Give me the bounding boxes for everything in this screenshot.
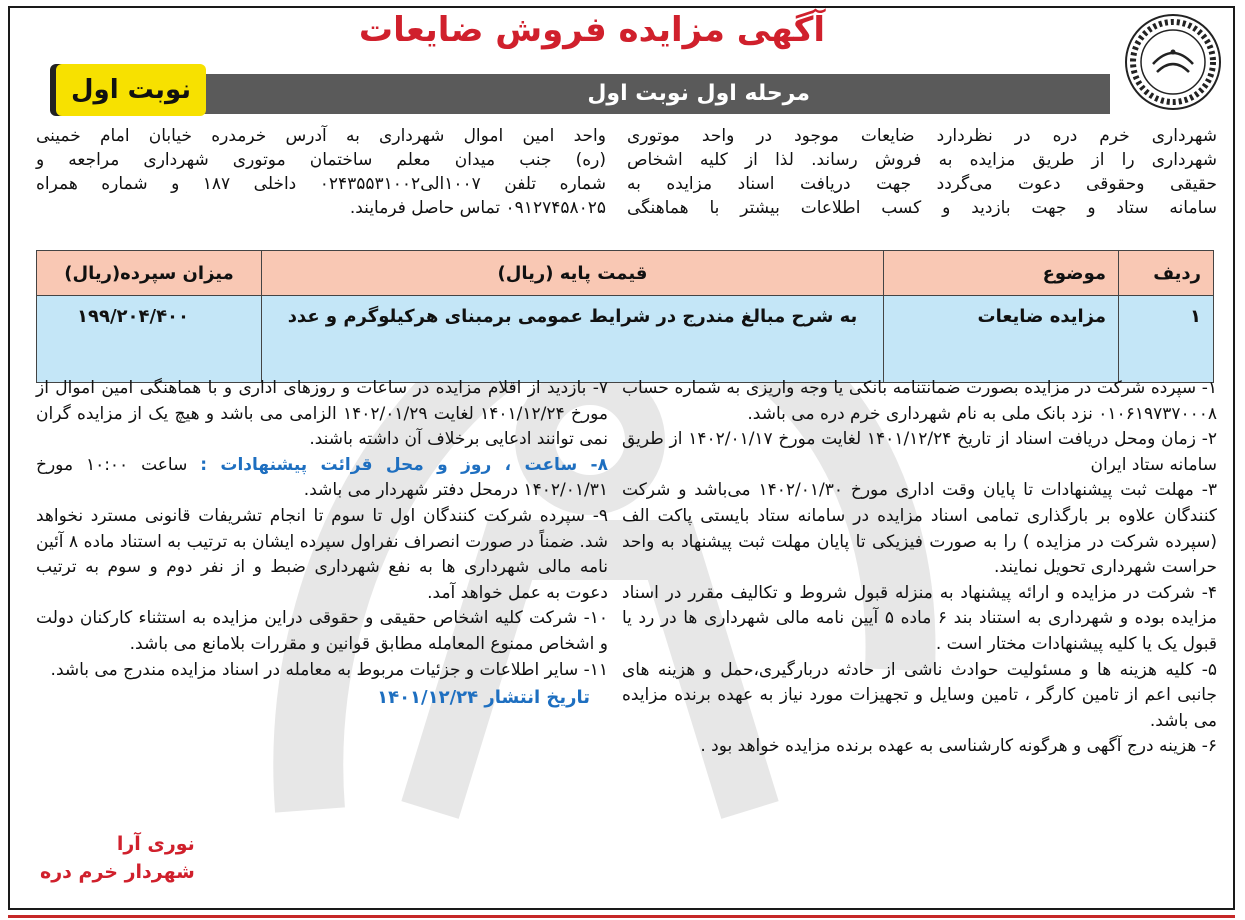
term-item: ۵- کلیه هزینه ها و مسئولیت حوادث ناشی از حادثه دربارگیری،حمل و هزینه های جانبی اعم از تامین کارگر ، تامین وسایل و تجهیزات مورد نیاز به عهده برنده مزایده می باشد. <box>622 659 1217 731</box>
term-item: ۹- سپرده شرکت کنندگان اول تا سوم تا انجام تشریفات قانونی مسترد نخواهد شد. ضمناً در صورت انصراف نفراول سپرده ایشان به ترتیب به استناد ماده ۸ آئین نامه مالی شهرداری ها به نفع شهرداری ضبط و از نفر دوم و سوم به ترتیب دعوت به عمل خواهد آمد. <box>36 505 608 603</box>
intro-line: شهرداری خرم دره در نظردارد ضایعات موجود در واحد موتوری <box>627 126 1217 146</box>
intro-right <box>627 124 1217 220</box>
table-header-row <box>37 251 1214 296</box>
bottom-rule <box>8 915 1235 918</box>
cell-subject: مزایده ضایعات <box>884 296 1119 383</box>
auction-table <box>36 250 1214 383</box>
term-item: ۱- سپرده شرکت در مزایده بصورت ضمانتنامه بانکی یا وجه واریزی به شماره حساب ۰۱۰۶۱۹۷۳۷۰۰۰۸ نزد بانک ملی به نام شهرداری خرم دره می باشد. <box>622 378 1217 424</box>
term-item: ۱۱- سایر اطلاعات و جزئیات مربوط به معامله در اسناد مزایده مندرج می باشد. <box>50 659 608 680</box>
term-8-text: ساعت ۱۰:۰۰ مورخ ۱۴۰۲/۰۱/۳۱ درمحل دفتر شهردار می باشد. <box>36 454 608 501</box>
col-header-row-number: ردیف <box>1119 251 1214 296</box>
cell-deposit: ۱۹۹/۲۰۴/۴۰۰ <box>37 296 262 383</box>
intro-line: شماره تلفن ۱۰۰۷الی۰۲۴۳۵۵۳۱۰۰۲ داخلی ۱۸۷ و شماره همراه <box>36 174 606 194</box>
cell-base-price: به شرح مبالغ مندرج در شرایط عمومی برمبنای هرکیلوگرم و عدد <box>262 296 884 383</box>
publication-date: تاریخ انتشار ۱۴۰۱/۱۲/۲۴ <box>377 687 590 709</box>
term-item: ۲- زمان ومحل دریافت اسناد از تاریخ ۱۴۰۱/۱۲/۲۴ لغایت مورخ ۱۴۰۲/۰۱/۱۷ از طریق سامانه ستاد ایران <box>622 429 1217 475</box>
intro-line: شهرداری را از طریق مزایده به فروش رساند. لذا از کلیه اشخاص <box>627 150 1217 170</box>
col-header-base-price: قیمت پایه (ریال) <box>262 251 884 296</box>
notice-title: آگهی مزایده فروش ضایعات <box>358 10 825 50</box>
signer-name: نوری آرا <box>116 833 195 855</box>
intro-line: سامانه ستاد و جهت بازدید و کسب اطلاعات بیشتر با هماهنگی <box>627 198 1217 218</box>
intro-line: حقیقی وحقوقی دعوت می‌گردد جهت دریافت اسناد مزایده به <box>627 174 1217 194</box>
term-item: ۳- مهلت ثبت پیشنهادات تا پایان وقت اداری مورخ ۱۴۰۲/۰۱/۳۰ می‌باشد و شرکت کنندگان علاوه بر بارگذاری تمامی اسناد مزایده در سامانه ستاد بایستی پاکت الف (سپرده شرکت در مزایده ) را به صورت فیزیکی تا پایان مهلت ثبت پیشنهاد به واحد حراست شهرداری تحویل نمایند. <box>622 480 1217 578</box>
col-header-deposit: میزان سپرده(ریال) <box>37 251 262 296</box>
municipality-logo-icon <box>1123 12 1223 112</box>
term-item: ۷- بازدید از اقلام مزایده در ساعات و روزهای اداری و با هماهنگی امین اموال از مورخ ۱۴۰۱/۱۲/۲۴ لغایت ۱۴۰۲/۰۱/۲۹ الزامی می باشد و هیچ یک از مزایده گران نمی توانند ادعایی برخلاف آن داشته باشند. <box>36 378 608 450</box>
terms-left-column <box>36 376 608 711</box>
col-header-subject: موضوع <box>884 251 1119 296</box>
intro-line: واحد امین اموال شهرداری به آدرس خرمدره خیابان امام خمینی <box>36 126 606 146</box>
term-item: ۶- هزینه درج آگهی و هرگونه کارشناسی به عهده برنده مزایده خواهد بود . <box>700 736 1217 757</box>
intro-line: ۰۹۱۲۷۴۵۸۰۲۵ تماس حاصل فرمایند. <box>349 198 606 218</box>
table-row <box>37 296 1214 383</box>
intro-left <box>36 124 606 220</box>
term-8-heading: ۸- ساعت ، روز و محل قرائت پیشنهادات : <box>200 454 608 475</box>
stage-bar: مرحله اول نوبت اول <box>180 74 1110 114</box>
term-item: ۴- شرکت در مزایده و ارائه پیشنهاد به منزله قبول شروط و تکالیف مقرر در اسناد مزایده بوده و شهرداری به استناد بند ۶ ماده ۵ آیین نامه مالی شهرداری ها در رد یا قبول یک یا کلیه پیشنهادات مختار است . <box>622 582 1217 654</box>
signer-title: شهردار خرم دره <box>40 861 195 883</box>
cell-row-number: ۱ <box>1119 296 1214 383</box>
signature-block <box>40 830 195 886</box>
terms-right-column <box>622 376 1217 760</box>
term-item: ۱۰- شرکت کلیه اشخاص حقیقی و حقوقی دراین مزایده به استثناء کارکنان دولت و اشخاص ممنوع المعامله مطابق قوانین و مقررات بلامانع می باشد. <box>36 608 608 654</box>
intro-line: (ره) جنب میدان معلم ساختمان موتوری شهرداری مراجعه و <box>36 150 606 170</box>
term-item-8 <box>36 453 608 504</box>
round-badge: نوبت اول <box>56 64 206 116</box>
